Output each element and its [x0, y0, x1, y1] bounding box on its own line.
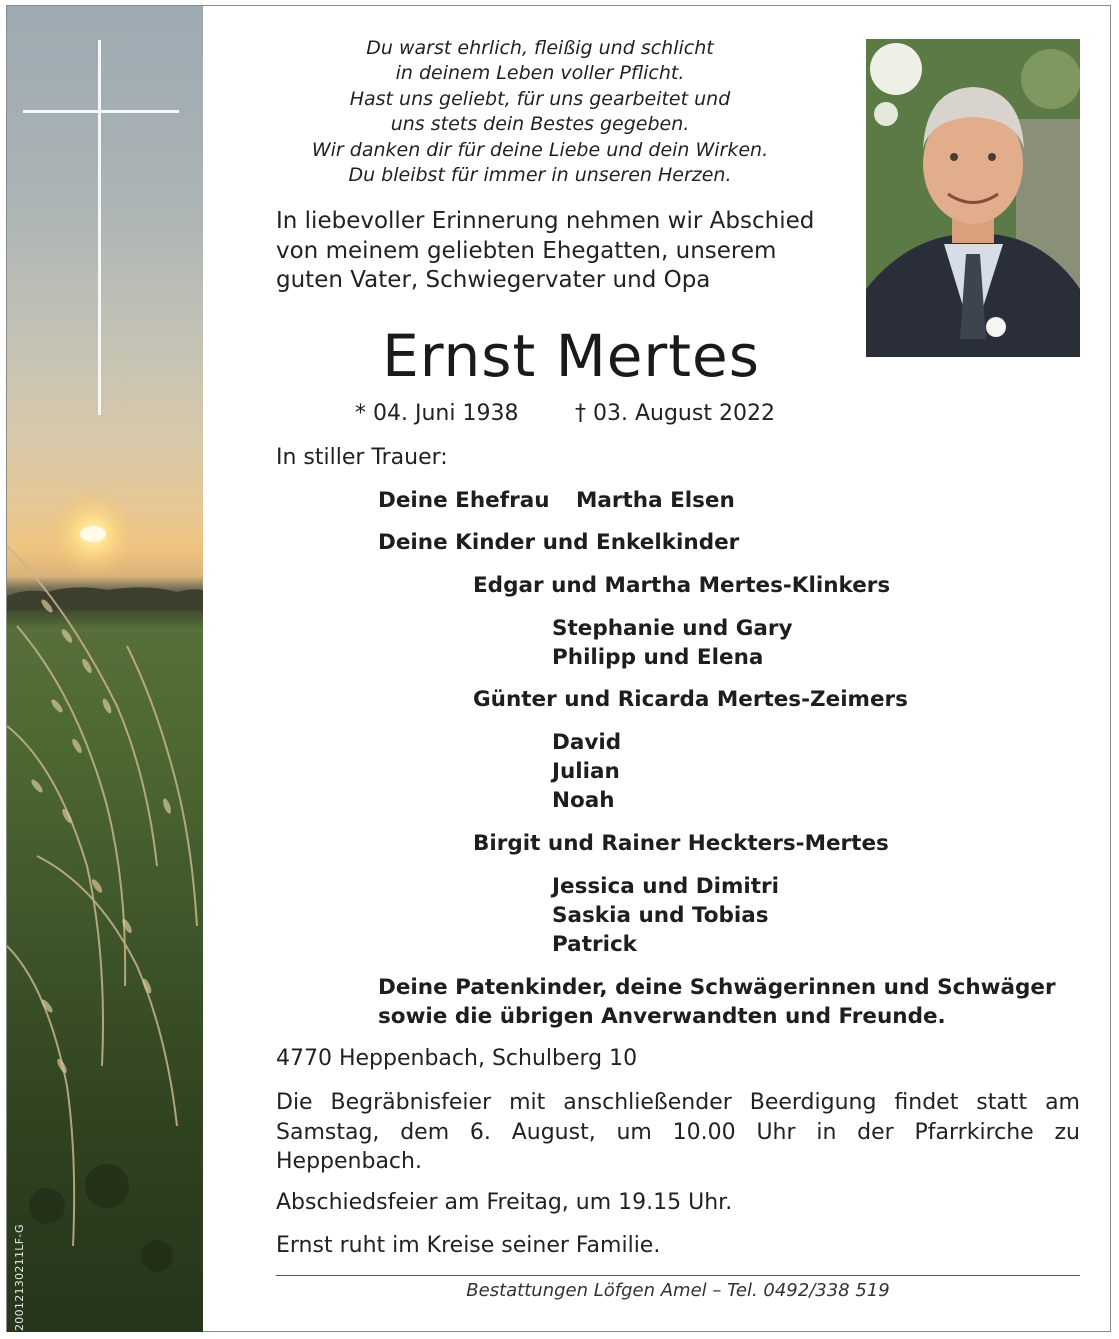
spouse-label: Deine Ehefrau [378, 488, 550, 513]
mourning-label: In stiller Trauer: [276, 445, 448, 470]
reference-code: 20012130211LF-G [13, 1224, 26, 1331]
death-date: † 03. August 2022 [575, 401, 775, 426]
family-couple: Edgar und Martha Mertes-Klinkers [473, 573, 891, 598]
sunset-field-image [7, 6, 203, 1332]
portrait-photo [866, 39, 1080, 357]
grandchild: Patrick [552, 932, 637, 957]
grandchild: Saskia und Tobias [552, 903, 769, 928]
grandchild: Julian [552, 759, 620, 784]
grandchild: Philipp und Elena [552, 645, 764, 670]
poem-line: Du warst ehrlich, fleißig und schlicht [366, 37, 714, 59]
grandchild: Noah [552, 788, 615, 813]
poem-line: Wir danken dir für deine Liebe und dein Wirken. [311, 138, 769, 161]
undertaker-footer: Bestattungen Löfgen Amel – Tel. 0492/338 519 [466, 1280, 890, 1301]
family-couple: Günter und Ricarda Mertes-Zeimers [473, 687, 908, 712]
spouse-name: Martha Elsen [576, 488, 735, 513]
tree-line [7, 587, 203, 610]
grandchild: Stephanie und Gary [552, 616, 793, 641]
farewell-text: Abschiedsfeier am Freitag, um 19.15 Uhr. [276, 1190, 733, 1215]
intro-line: von meinem geliebten Ehegatten, unserem [276, 237, 777, 264]
family-couple: Birgit und Rainer Heckters-Mertes [473, 831, 889, 856]
poem-verse [260, 36, 820, 188]
intro-line: In liebevoller Erinnerung nehmen wir Abschied [276, 208, 815, 234]
funeral-text: Die Begräbnisfeier mit anschließender Beerdigung findet statt am Samstag, dem 6. August, um 10.00 Uhr in der Pfarrkirche zu Heppenbach. [276, 1090, 1080, 1174]
intro-text [276, 207, 814, 296]
grandchild: David [552, 730, 622, 755]
grandchild: Jessica und Dimitri [552, 874, 780, 899]
relatives-line: sowie die übrigen Anverwandten und Freunde. [378, 1004, 946, 1029]
field-illustration [7, 6, 203, 1332]
poem-line: Du bleibst für immer in unseren Herzen. [348, 164, 732, 187]
thistles [29, 1164, 173, 1272]
poem-line: uns stets dein Bestes gegeben. [390, 113, 690, 136]
children-label: Deine Kinder und Enkelkinder [378, 530, 740, 555]
footer-divider [276, 1275, 1080, 1276]
portrait-illustration [866, 39, 1080, 357]
poem-line: Hast uns geliebt, für uns gearbeitet und [349, 87, 731, 110]
address: 4770 Heppenbach, Schulberg 10 [276, 1046, 638, 1071]
poem-line: in deinem Leben voller Pflicht. [395, 62, 685, 85]
rest-text: Ernst ruht im Kreise seiner Familie. [276, 1233, 661, 1258]
intro-line: guten Vater, Schwiegervater und Opa [276, 267, 711, 293]
sun [80, 526, 106, 542]
cross-icon [23, 40, 179, 415]
relatives-line: Deine Patenkinder, deine Schwägerinnen und Schwäger [378, 975, 1056, 1000]
birth-date: * 04. Juni 1938 [355, 401, 519, 426]
deceased-name: Ernst Mertes [382, 322, 760, 390]
grass-stalks [7, 546, 197, 1246]
